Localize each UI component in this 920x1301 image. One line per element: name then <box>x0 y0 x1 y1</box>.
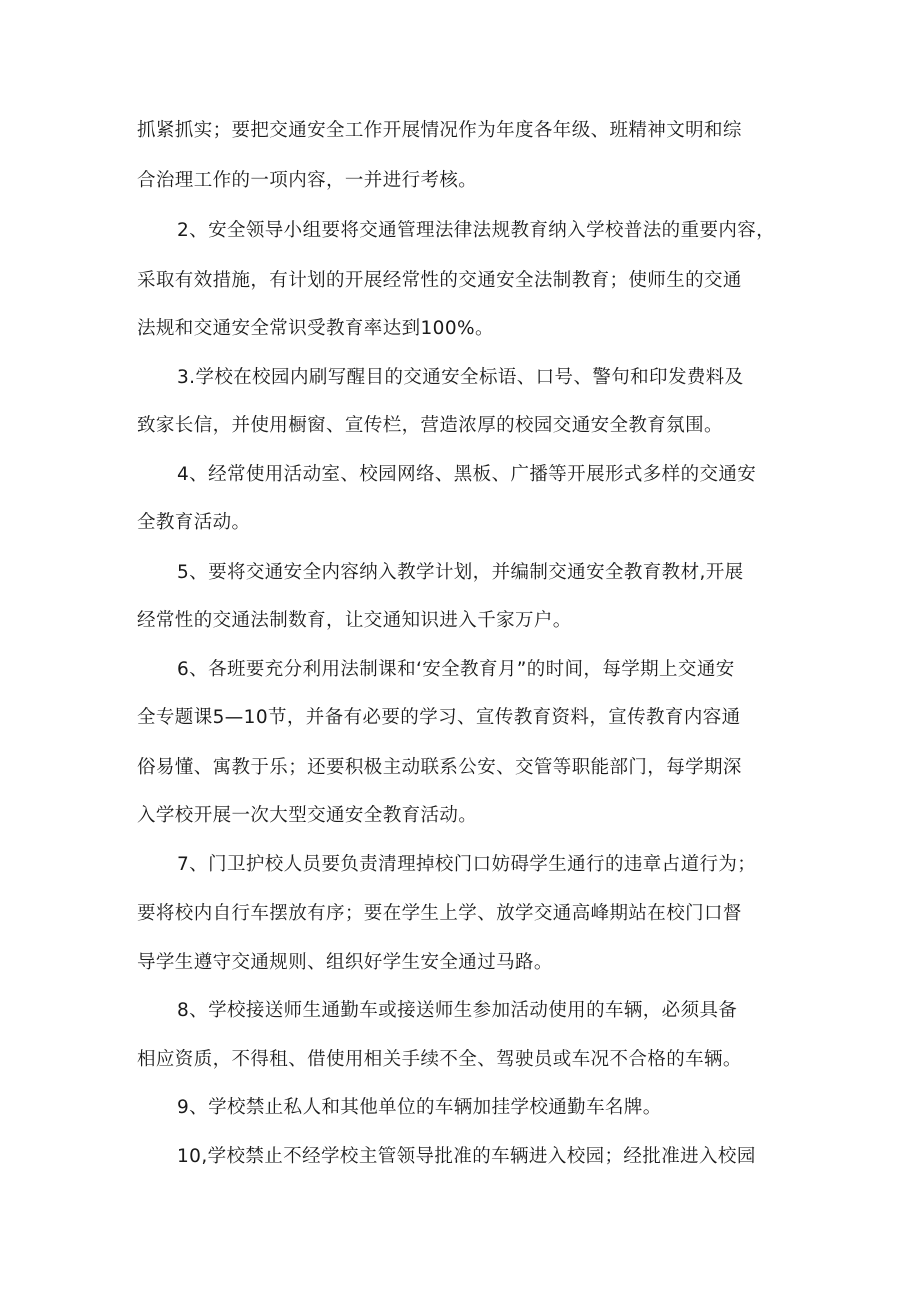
text-line: 10,学校禁止不经学校主管领导批准的车辆进入校园；经批准进入校园 <box>177 1146 756 1167</box>
text-line: 6、各班要充分利用法制课和‘安全教育月”的时间，每学期上交通安 <box>177 659 735 680</box>
text-line: 俗易懂、寓教于乐；还要积极主动联系公安、交管等职能部门，每学期深 <box>137 757 742 778</box>
text-line: 采取有效措施，有计划的开展经常性的交通安全法制教育；使师生的交通 <box>137 270 742 291</box>
text-line: 合治理工作的一项内容，一并进行考核。 <box>137 170 478 191</box>
text-line: 7、门卫护校人员要负责清理掉校门口妨碍学生通行的违章占道行为； <box>177 854 757 875</box>
text-line: 8、学校接送师生通勤车或接送师生参加活动使用的车辆，必须具备 <box>177 1000 738 1021</box>
text-line: 入学校开展一次大型交通安全教育活动。 <box>137 805 478 826</box>
text-line: 3.学校在校园内刷写醒目的交通安全标语、口号、警句和印发费料及 <box>177 367 744 388</box>
text-line: 经常性的交通法制数育，让交通知识进入千家万户。 <box>137 610 572 631</box>
text-line: 4、经常使用活动室、校园网络、黑板、广播等开展形式多样的交通安 <box>177 464 757 485</box>
text-line: 法规和交通安全常识受教育率达到100%。 <box>137 318 494 339</box>
text-line: 导学生遵守交通规则、组织好学生安全通过马路。 <box>137 952 553 973</box>
text-line: 9、学校禁止私人和其他单位的车辆加挂学校通勤车名牌。 <box>177 1097 662 1118</box>
text-line: 致家长信，并使用橱窗、宣传栏，营造浓厚的校园交通安全教育氛围。 <box>137 415 723 436</box>
text-line: 全专题课5—10节，并备有必要的学习、宣传教育资料，宣传教育内容通 <box>137 707 741 728</box>
text-line: 抓紧抓实；要把交通安全工作开展情况作为年度各年级、班精神文明和综 <box>137 120 742 141</box>
text-line: 5、要将交通安全内容纳入教学计划，并编制交通安全教育教材,开展 <box>177 562 744 583</box>
text-line: 要将校内自行车摆放有序；要在学生上学、放学交通高峰期站在校门口督 <box>137 903 742 924</box>
text-line: 相应资质，不得租、借使用相关手续不全、驾驶员或车况不合格的车辆。 <box>137 1049 742 1070</box>
text-line: 全教育活动。 <box>137 512 251 533</box>
text-line: 2、安全领导小组要将交通管理法律法规教育纳入学校普法的重要内容， <box>177 220 776 241</box>
